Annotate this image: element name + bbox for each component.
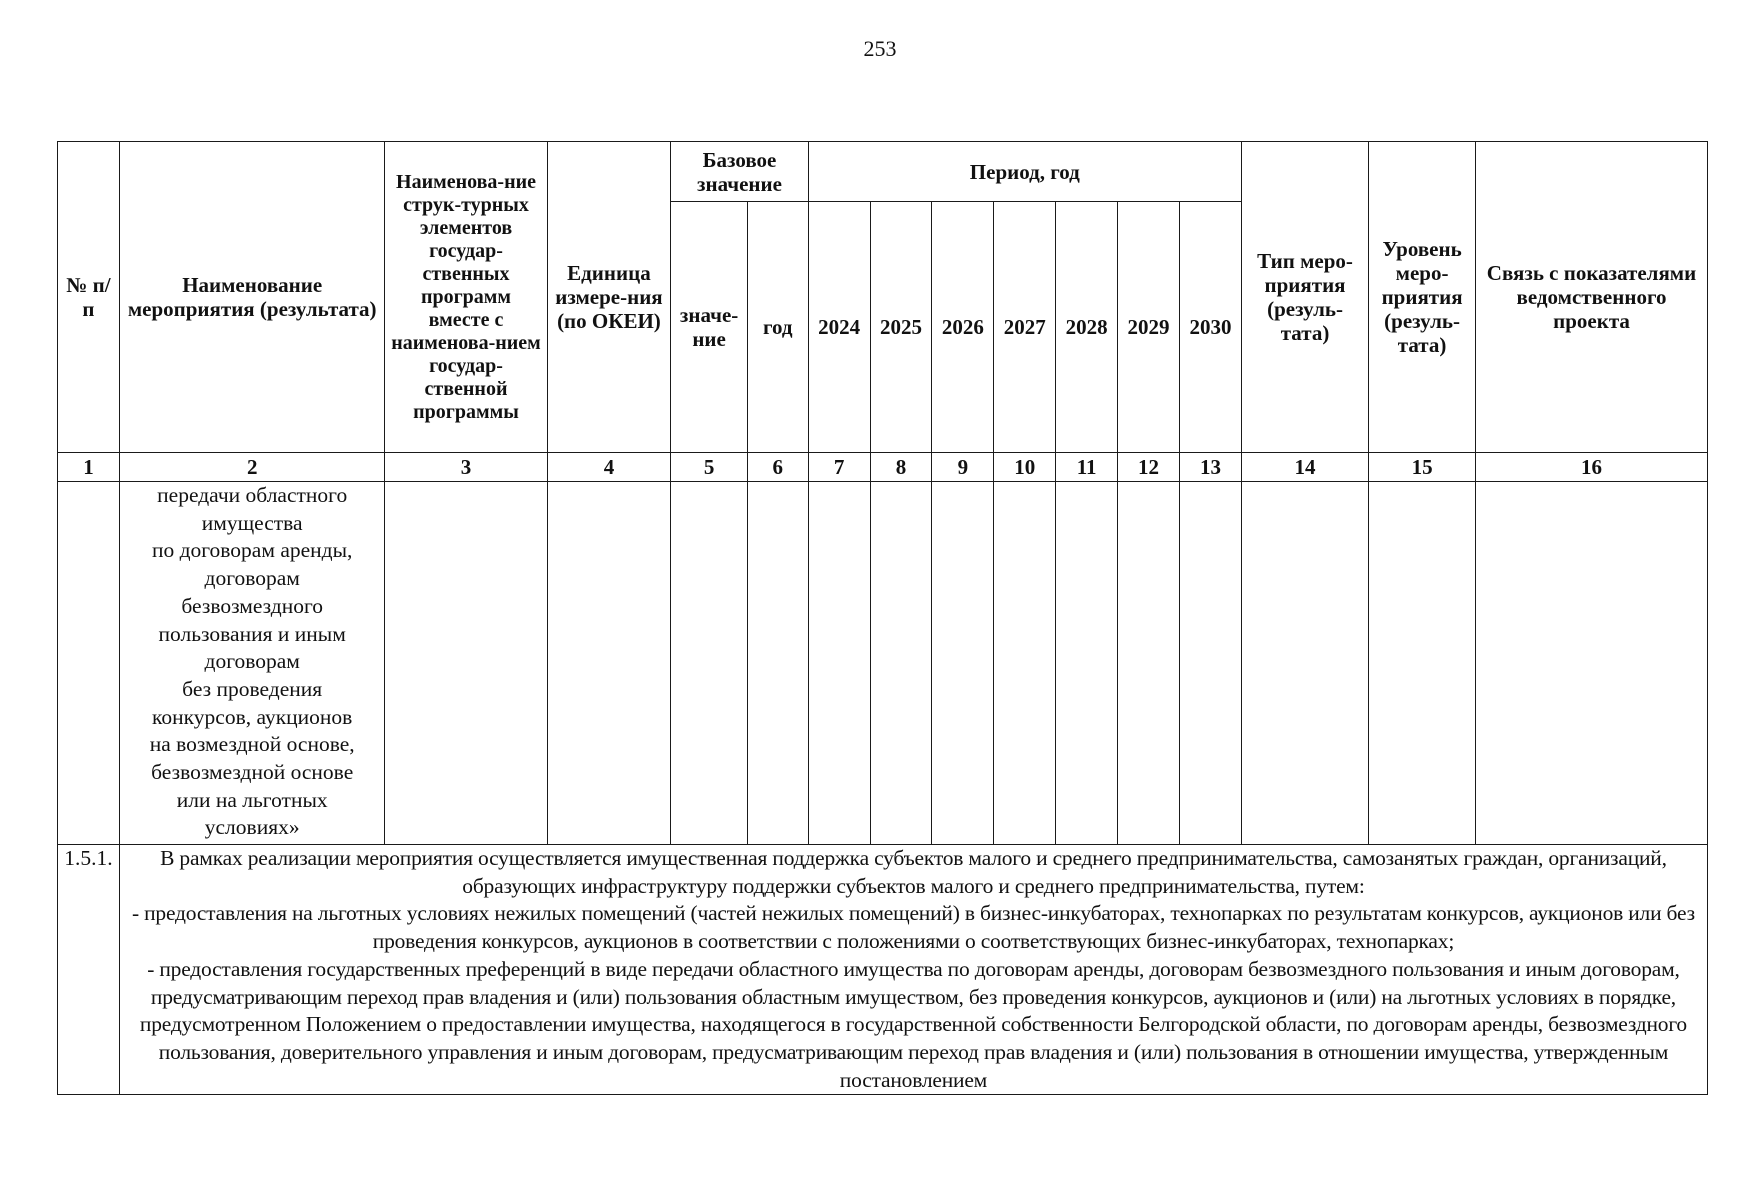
continuation-line: по договорам аренды, bbox=[151, 538, 353, 563]
column-number: 8 bbox=[870, 453, 932, 482]
column-number-row bbox=[58, 453, 1708, 482]
column-number: 14 bbox=[1241, 453, 1368, 482]
continuation-line: договорам bbox=[204, 649, 300, 674]
column-number: 11 bbox=[1056, 453, 1118, 482]
column-number: 13 bbox=[1179, 453, 1241, 482]
column-number: 16 bbox=[1476, 453, 1708, 482]
column-number: 7 bbox=[808, 453, 870, 482]
continuation-line: передачи областного bbox=[157, 483, 348, 507]
empty-cell bbox=[385, 482, 547, 845]
column-number: 15 bbox=[1369, 453, 1476, 482]
header-base-value: значе-ние bbox=[671, 202, 748, 453]
item-description-row bbox=[58, 845, 1708, 1095]
item-paragraph: В рамках реализации мероприятия осуществляется имущественная поддержка субъектов малого и среднего предпринимательства, самозанятых граждан, организаций, образующих инфраструктуру поддержки субъектов малого и среднего предпринимательства, путем: bbox=[160, 846, 1667, 898]
column-number: 2 bbox=[119, 453, 385, 482]
continuation-line: или на льготных bbox=[176, 787, 328, 812]
header-year-2026: 2026 bbox=[932, 202, 994, 453]
continuation-line: без проведения bbox=[182, 676, 323, 701]
continuation-line: договорам bbox=[204, 566, 300, 591]
header-link: Связь с показателями ведомственного проекта bbox=[1476, 142, 1708, 453]
empty-cell bbox=[671, 482, 748, 845]
continuation-num-cell bbox=[58, 482, 120, 845]
column-number: 9 bbox=[932, 453, 994, 482]
header-base-group: Базовое значение bbox=[671, 142, 808, 202]
empty-cell bbox=[547, 482, 671, 845]
header-period-group: Период, год bbox=[808, 142, 1241, 202]
empty-cell bbox=[932, 482, 994, 845]
empty-cell bbox=[1241, 482, 1368, 845]
continuation-line: конкурсов, аукционов bbox=[152, 704, 353, 729]
empty-cell bbox=[1369, 482, 1476, 845]
header-type: Тип меро-приятия (резуль-тата) bbox=[1241, 142, 1368, 453]
empty-cell bbox=[747, 482, 808, 845]
column-number: 1 bbox=[58, 453, 120, 482]
continuation-line: безвозмездной основе bbox=[151, 760, 354, 785]
item-paragraph: - предоставления на льготных условиях нежилых помещений (частей нежилых помещений) в бизнес-инкубаторах, технопарках по результатам конкурсов, аукционов или без проведения конкурсов, аукционов в соответствии с положениями о соответствующих бизнес-инкубаторах, технопарках; bbox=[131, 901, 1695, 954]
column-number: 10 bbox=[994, 453, 1056, 482]
continuation-line: имущества bbox=[201, 510, 303, 535]
empty-cell bbox=[1179, 482, 1241, 845]
item-description bbox=[119, 845, 1707, 1095]
item-number: 1.5.1. bbox=[58, 845, 120, 1095]
header-year-2027: 2027 bbox=[994, 202, 1056, 453]
header-name: Наименование мероприятия (результата) bbox=[119, 142, 385, 453]
header-num: № п/п bbox=[58, 142, 120, 453]
item-paragraph: - предоставления государственных преференций в виде передачи областного имущества по договорам аренды, договорам безвозмездного пользования и иным договорам, предусматривающим переход прав владения и (или) пользования областным имуществом, без проведения конкурсов, аукционов и (или) на льготных условиях в порядке, предусмотренном Положением о предоставлении имущества, находящегося в государственной собственности Белгородской области, по договорам аренды, безвозмездного пользования, доверительного управления и иным договорам, предусматривающим переход прав владения и (или) пользования в отношении имущества, утвержденным постановлением bbox=[139, 956, 1687, 1092]
continuation-name-cell bbox=[119, 482, 385, 845]
empty-cell bbox=[1476, 482, 1708, 845]
empty-cell bbox=[994, 482, 1056, 845]
continuation-line: на возмездной основе, bbox=[149, 732, 355, 757]
page-number: 253 bbox=[863, 36, 897, 61]
continuation-line: пользования и иным bbox=[158, 621, 346, 646]
header-level: Уровень меро-приятия (резуль-тата) bbox=[1369, 142, 1476, 453]
header-row-top bbox=[58, 142, 1708, 202]
empty-cell bbox=[808, 482, 870, 845]
header-year-2025: 2025 bbox=[870, 202, 932, 453]
header-year-2029: 2029 bbox=[1118, 202, 1180, 453]
empty-cell bbox=[1056, 482, 1118, 845]
header-structural: Наименова-ние струк-турных элементов государ-ственных программ вместе с наименова-нием государ-ственной программы bbox=[385, 142, 547, 453]
header-unit: Единица измере-ния (по ОКЕИ) bbox=[547, 142, 671, 453]
continuation-line: безвозмездного bbox=[181, 593, 323, 618]
empty-cell bbox=[870, 482, 932, 845]
column-number: 3 bbox=[385, 453, 547, 482]
continuation-row bbox=[58, 482, 1708, 845]
empty-cell bbox=[1118, 482, 1180, 845]
column-number: 6 bbox=[747, 453, 808, 482]
header-year-2024: 2024 bbox=[808, 202, 870, 453]
header-year-2028: 2028 bbox=[1056, 202, 1118, 453]
column-number: 4 bbox=[547, 453, 671, 482]
header-year-2030: 2030 bbox=[1179, 202, 1241, 453]
header-base-year: год bbox=[747, 202, 808, 453]
column-number: 5 bbox=[671, 453, 748, 482]
column-number: 12 bbox=[1118, 453, 1180, 482]
continuation-line: условиях» bbox=[204, 815, 300, 840]
program-table bbox=[57, 141, 1708, 1095]
